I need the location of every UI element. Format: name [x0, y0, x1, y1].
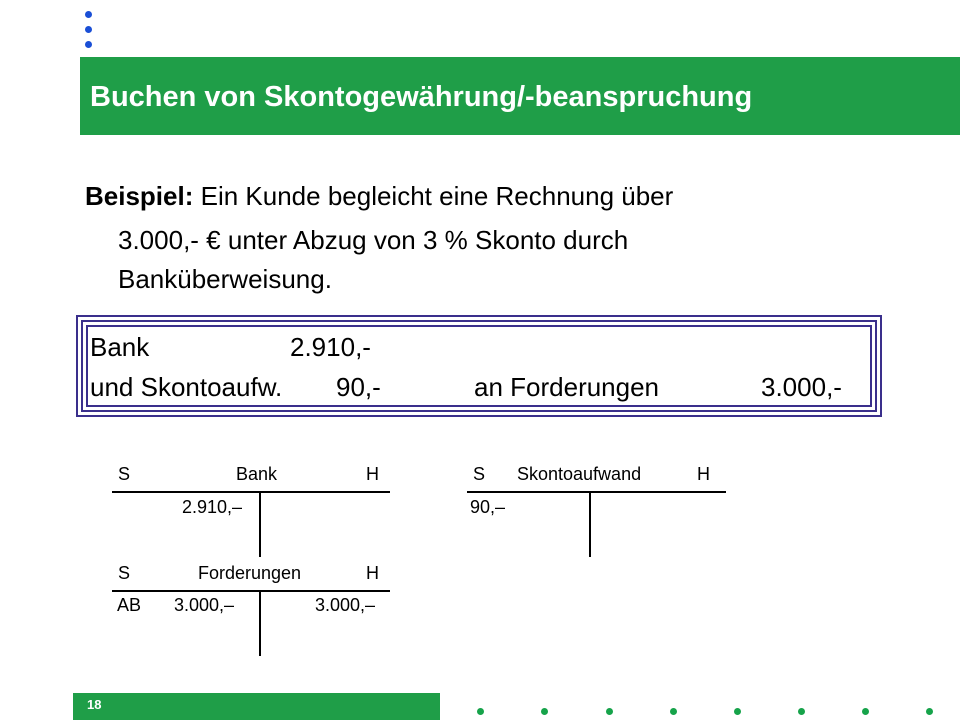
decor-dot: [798, 708, 805, 715]
t-account-vline: [589, 491, 591, 557]
t-account-hline: [112, 491, 390, 493]
t-account-name: Forderungen: [198, 563, 302, 583]
t-account-vline: [259, 491, 261, 557]
t-account-name: Bank: [236, 464, 278, 484]
decor-dot: [85, 26, 92, 33]
booking-credit-amount: 3.000,-: [761, 372, 842, 402]
t-account-debit-label: S: [118, 464, 131, 484]
t-account-name: Skontoaufwand: [517, 464, 642, 484]
decor-dot: [477, 708, 484, 715]
t-account-debit-prefix: AB: [117, 595, 142, 615]
title-bar: [80, 57, 960, 135]
decor-dot: [734, 708, 741, 715]
t-account-credit-label: H: [697, 464, 710, 484]
example-label: Beispiel:: [85, 181, 194, 211]
decor-dot: [926, 708, 933, 715]
t-account-credit-label: H: [366, 563, 379, 583]
footer-bar: [73, 693, 440, 720]
booking-debit-amount-2: 90,-: [336, 372, 381, 402]
decor-dot: [541, 708, 548, 715]
booking-debit-account-2: und Skontoaufw.: [90, 372, 283, 402]
decor-dot: [862, 708, 869, 715]
decor-dot: [606, 708, 613, 715]
t-account-debit-entry: 3.000,–: [174, 595, 235, 615]
example-text-1: Ein Kunde begleicht eine Rechnung über: [200, 181, 674, 211]
t-account-vline: [259, 590, 261, 656]
example-text-3: Banküberweisung.: [118, 264, 332, 294]
decor-dot: [670, 708, 677, 715]
booking-debit-account-1: Bank: [90, 332, 150, 362]
t-account-debit-entry: 2.910,–: [182, 497, 243, 517]
t-account-debit-label: S: [473, 464, 486, 484]
example-text-2: 3.000,- € unter Abzug von 3 % Skonto durch: [118, 225, 629, 255]
t-account-debit-label: S: [118, 563, 131, 583]
t-account-debit-entry: 90,–: [470, 497, 506, 517]
decor-dot: [85, 41, 92, 48]
t-account-credit-entry: 3.000,–: [315, 595, 376, 615]
t-account-hline: [467, 491, 726, 493]
t-account-credit-label: H: [366, 464, 379, 484]
booking-debit-amount-1: 2.910,-: [290, 332, 371, 362]
booking-credit-account: an Forderungen: [474, 372, 660, 402]
decor-dot: [85, 11, 92, 18]
page-title: Buchen von Skontogewährung/-beanspruchung: [90, 81, 753, 113]
page-number: 18: [87, 697, 102, 712]
t-account-hline: [112, 590, 390, 592]
example-line-1: [85, 183, 673, 209]
